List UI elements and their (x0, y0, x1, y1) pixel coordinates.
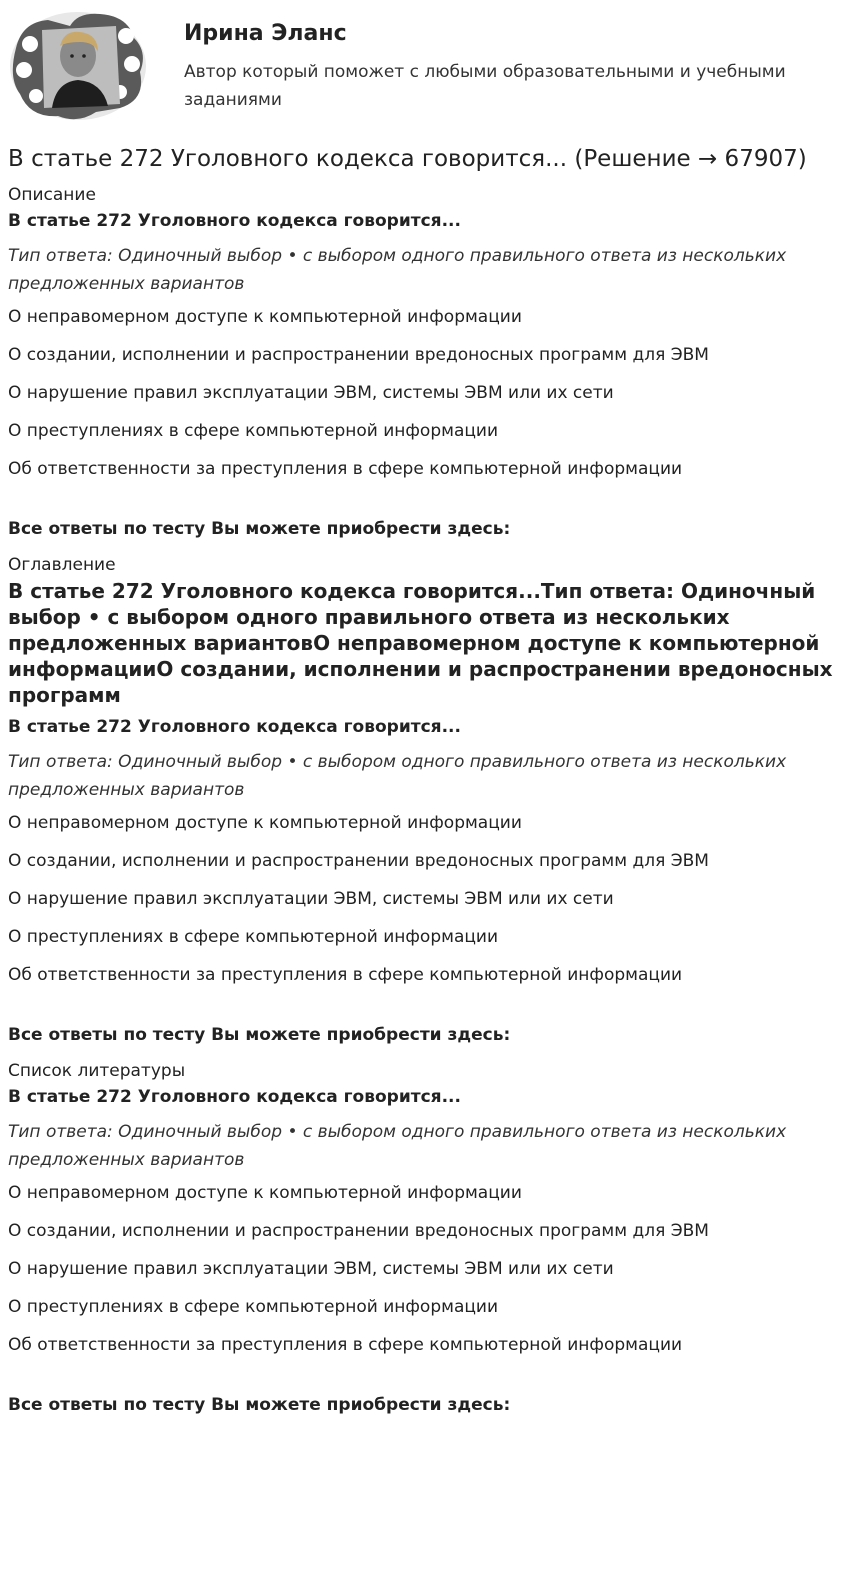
section-label: Список литературы (8, 1061, 186, 1081)
buy-link-text[interactable]: Все ответы по тесту Вы можете приобрести здесь: (8, 1025, 511, 1045)
section-bibliography (8, 1060, 840, 1416)
answer-option: Об ответственности за преступления в сфере компьютерной информации (8, 459, 683, 479)
page-title: В статье 272 Уголовного кодекса говорится... (Решение → 67907) (8, 146, 807, 172)
answer-option: О преступлениях в сфере компьютерной информации (8, 927, 499, 947)
answer-type: Тип ответа: Одиночный выбор • с выбором одного правильного ответа из нескольких предложенных вариантов (8, 246, 787, 294)
question-title: В статье 272 Уголовного кодекса говорится... (8, 717, 461, 737)
section-description (8, 184, 840, 540)
author-avatar[interactable] (8, 8, 148, 124)
author-bio: Автор который поможет с любыми образовательными и учебными заданиями (184, 62, 786, 110)
answer-option: О неправомерном доступе к компьютерной информации (8, 307, 522, 327)
answer-option: О нарушение правил эксплуатации ЭВМ, системы ЭВМ или их сети (8, 383, 614, 403)
answer-type: Тип ответа: Одиночный выбор • с выбором одного правильного ответа из нескольких предложенных вариантов (8, 1122, 787, 1170)
answer-option: О неправомерном доступе к компьютерной информации (8, 813, 522, 833)
film-frame-avatar-icon (8, 8, 148, 124)
section-toc (8, 554, 840, 1046)
answer-option: О преступлениях в сфере компьютерной информации (8, 1297, 499, 1317)
answer-type: Тип ответа: Одиночный выбор • с выбором одного правильного ответа из нескольких предложенных вариантов (8, 752, 787, 800)
buy-link-text[interactable]: Все ответы по тесту Вы можете приобрести здесь: (8, 519, 511, 539)
question-title: В статье 272 Уголовного кодекса говорится... (8, 211, 461, 231)
section-label: Описание (8, 185, 96, 205)
answer-option: О преступлениях в сфере компьютерной информации (8, 421, 499, 441)
question-title: В статье 272 Уголовного кодекса говорится... (8, 1087, 461, 1107)
answer-option: О неправомерном доступе к компьютерной информации (8, 1183, 522, 1203)
author-name[interactable]: Ирина Эланс (184, 21, 347, 46)
answer-option: О нарушение правил эксплуатации ЭВМ, системы ЭВМ или их сети (8, 1259, 614, 1279)
answer-option: Об ответственности за преступления в сфере компьютерной информации (8, 965, 683, 985)
buy-link-text[interactable]: Все ответы по тесту Вы можете приобрести здесь: (8, 1395, 511, 1415)
main-content (8, 145, 840, 1430)
answer-option: О нарушение правил эксплуатации ЭВМ, системы ЭВМ или их сети (8, 889, 614, 909)
answer-option: О создании, исполнении и распространении вредоносных программ для ЭВМ (8, 851, 709, 871)
section-label: Оглавление (8, 555, 116, 575)
toc-heading: В статье 272 Уголовного кодекса говорится...Тип ответа: Одиночный выбор • с выбором одного правильного ответа из нескольких предложенных вариантовО неправомерном доступе к компьютерной информацииО создании, исполнении и распространении вредоносных программ (8, 579, 833, 707)
answer-option: О создании, исполнении и распространении вредоносных программ для ЭВМ (8, 1221, 709, 1241)
author-card (8, 8, 838, 128)
answer-option: Об ответственности за преступления в сфере компьютерной информации (8, 1335, 683, 1355)
answer-option: О создании, исполнении и распространении вредоносных программ для ЭВМ (8, 345, 709, 365)
